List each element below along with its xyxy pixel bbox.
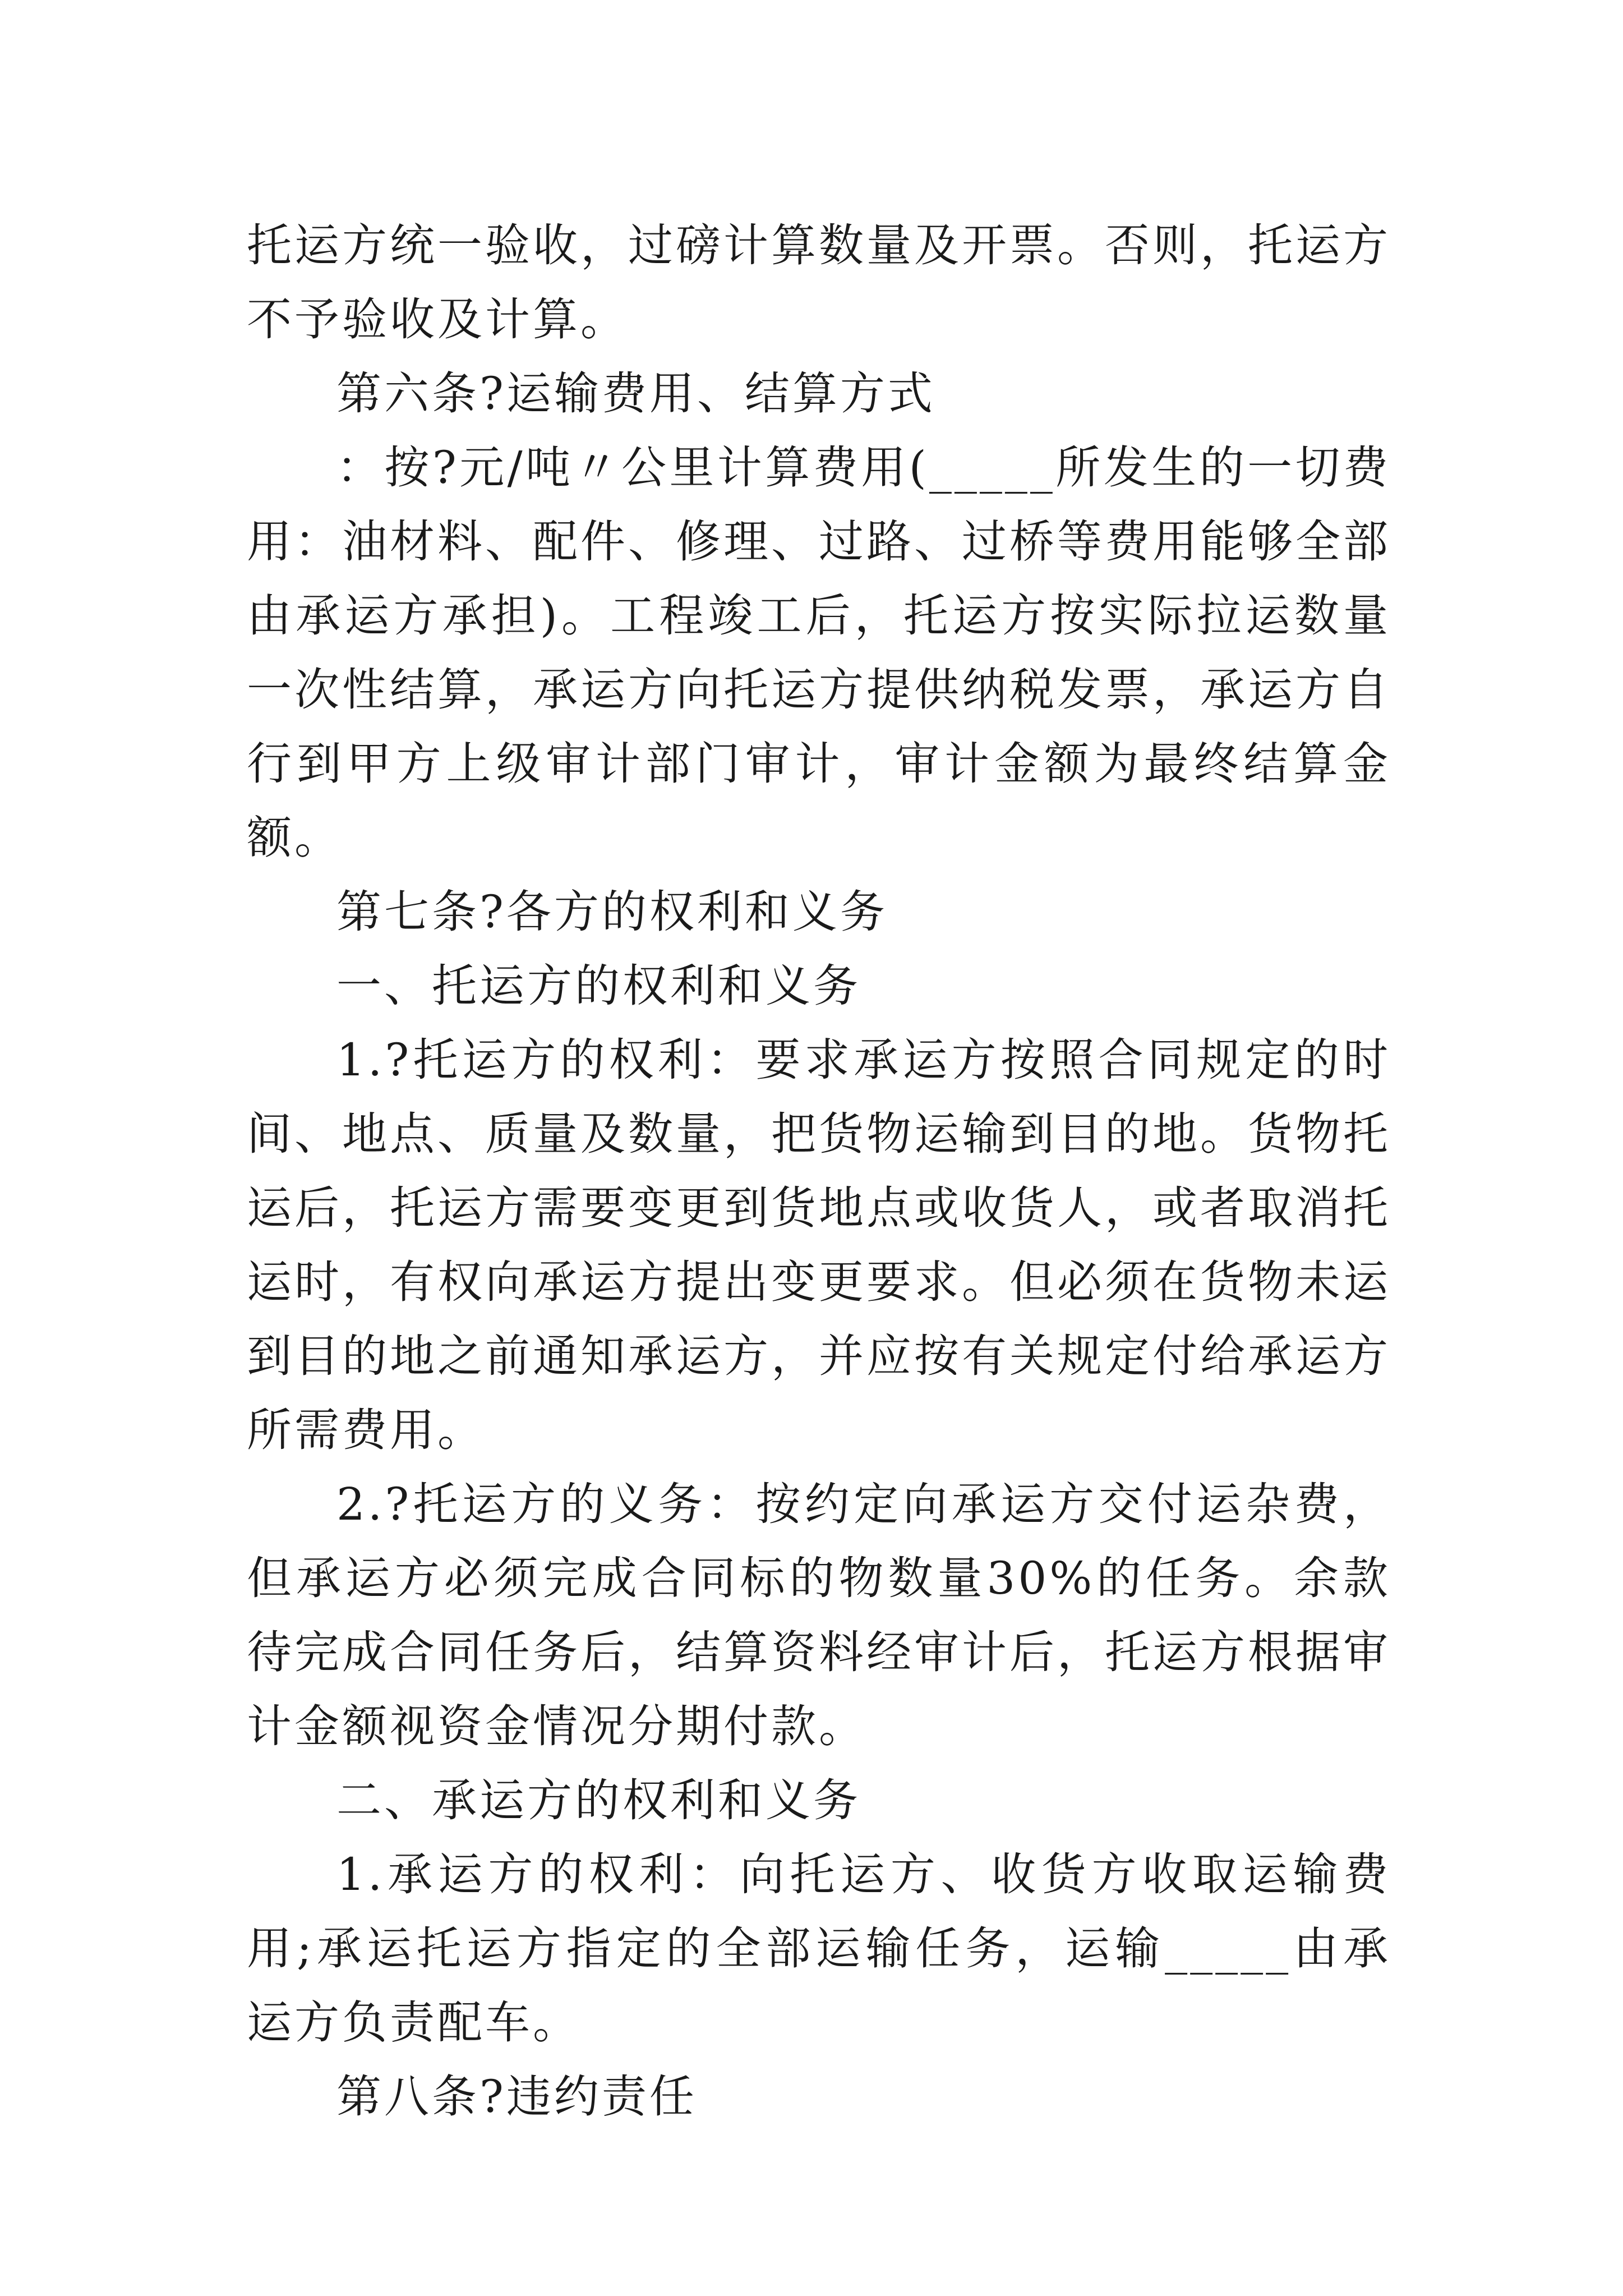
heading-shipper-rights: 一、托运方的权利和义务 [336,960,861,1012]
paragraph-shipper-obligations: 2.?托运方的义务：按约定向承运方交付运杂费，但承运方必须完成合同标的物数量30%的任务。余款待完成合同任务后，结算资料经审计后，托运方根据审计金额视资金情况分期付款。 [247,1478,1391,1752]
paragraph-fees: ：按?元/吨〃公里计算费用(_____所发生的一切费用：油材料、配件、修理、过路、过桥等费用能够全部由承运方承担)。工程竣工后，托运方按实际拉运数量一次性结算，承运方向托运方提供纳税发票，承运方自行到甲方上级审计部门审计，审计金额为最终结算金额。 [247,441,1391,864]
paragraph-acceptance: 托运方统一验收，过磅计算数量及开票。否则，托运方不予验收及计算。 [247,219,1391,346]
heading-article-6: 第六条?运输费用、结算方式 [336,367,935,420]
heading-article-7: 第七条?各方的权利和义务 [336,886,888,938]
paragraph-shipper-rights: 1.?托运方的权利：要求承运方按照合同规定的时间、地点、质量及数量，把货物运输到目的地。货物托运后，托运方需要变更到货地点或收货人，或者取消托运时，有权向承运方提出变更要求。但必须在货物未运到目的地之前通知承运方，并应按有关规定付给承运方所需费用。 [247,1034,1391,1456]
heading-article-8: 第八条?违约责任 [336,2070,697,2123]
paragraph-carrier-rights: 1.承运方的权利：向托运方、收货方收取运输费用;承运托运方指定的全部运输任务，运输_____由承运方负责配车。 [247,1848,1391,2049]
heading-carrier-rights: 二、承运方的权利和义务 [336,1774,861,1826]
document-body [247,209,1391,2134]
